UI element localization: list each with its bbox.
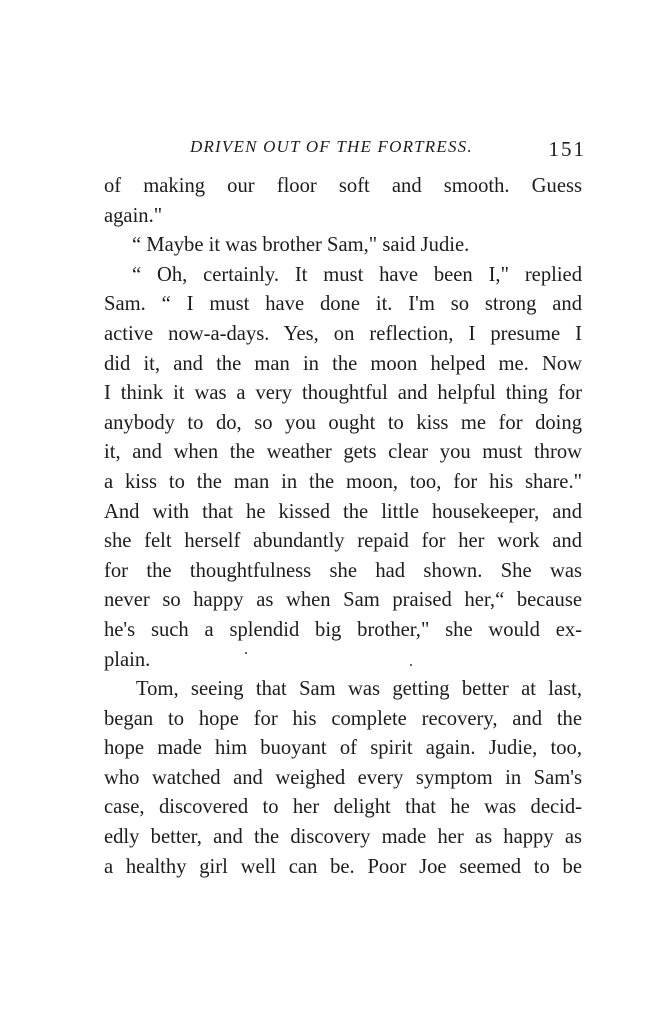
- text-line: case, discovered to her delight that he was decid-: [104, 796, 582, 819]
- print-speck: [410, 664, 412, 666]
- text-line: anybody to do, so you ought to kiss me for doing: [104, 411, 582, 434]
- text-line: he's such a splendid big brother," she would ex-: [104, 618, 582, 641]
- text-line: it, and when the weather gets clear you must throw: [104, 441, 582, 464]
- text-line: never so happy as when Sam praised her,“ because: [104, 589, 582, 612]
- running-title: DRIVEN OUT OF THE FORTRESS.: [190, 137, 473, 156]
- text-line: plain.: [104, 648, 151, 671]
- text-line: did it, and the man in the moon helped me. Now: [104, 352, 582, 375]
- text-line: edly better, and the discovery made her as happy as: [104, 826, 582, 849]
- text-line: “ Oh, certainly. It must have been I," replied: [132, 263, 582, 286]
- text-line: who watched and weighed every symptom in Sam's: [104, 766, 582, 789]
- text-line: a healthy girl well can be. Poor Joe seemed to be: [104, 855, 582, 878]
- text-line: of making our floor soft and smooth. Guess: [104, 175, 582, 197]
- text-line: Tom, seeing that Sam was getting better at last,: [136, 678, 582, 701]
- page-number: 151: [548, 137, 586, 161]
- text-line: “ Maybe it was brother Sam," said Judie.: [132, 234, 470, 257]
- body-text: [104, 172, 582, 882]
- text-line: again.": [104, 204, 163, 227]
- print-speck: [245, 652, 247, 654]
- text-line: for the thoughtfulness she had shown. She was: [104, 559, 582, 582]
- text-line: hope made him buoyant of spirit again. Judie, too,: [104, 737, 582, 760]
- text-line: a kiss to the man in the moon, too, for his share.": [104, 470, 582, 493]
- text-line: Sam. “ I must have done it. I'm so strong and: [104, 293, 582, 316]
- text-line: she felt herself abundantly repaid for her work and: [104, 530, 582, 553]
- text-line: began to hope for his complete recovery, and the: [104, 707, 582, 730]
- text-line: active now-a-days. Yes, on reflection, I presume I: [104, 322, 582, 345]
- text-line: I think it was a very thoughtful and helpful thing for: [104, 382, 582, 405]
- text-line: And with that he kissed the little housekeeper, and: [104, 500, 582, 523]
- running-head: [104, 135, 586, 165]
